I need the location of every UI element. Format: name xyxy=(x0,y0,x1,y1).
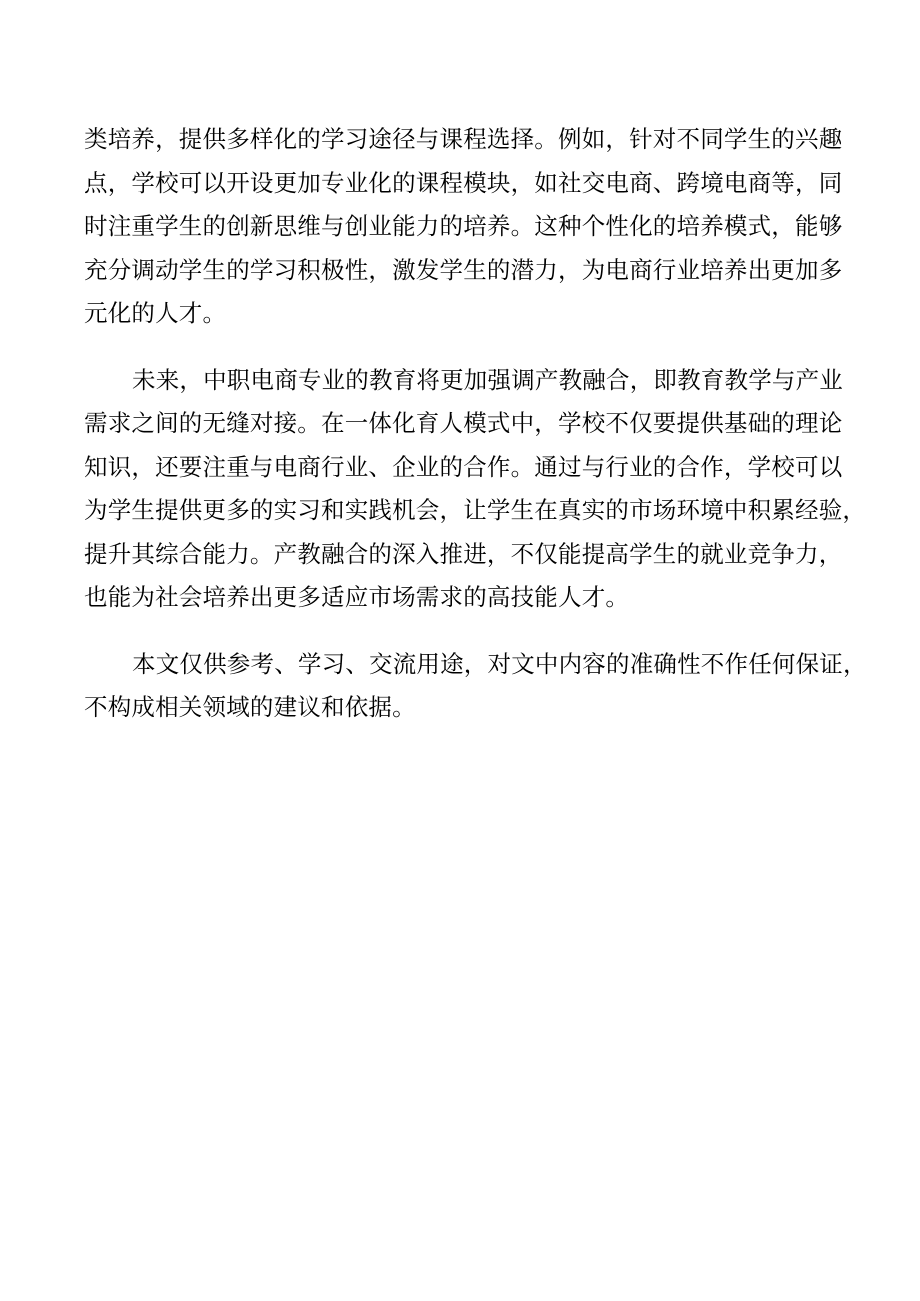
paragraph-line: 本文仅供参考、学习、交流用途，对文中内容的准确性不作任何保证， xyxy=(132,649,867,678)
paragraph-line: 元化的人才。 xyxy=(84,299,227,327)
paragraph-line: 需求之间的无缝对接。在一体化育人模式中，学校不仅要提供基础的理论 xyxy=(84,409,843,437)
paragraph-line: 为学生提供更多的实习和实践机会，让学生在真实的市场环境中积累经验， xyxy=(84,496,867,524)
paragraph-line: 点，学校可以开设更加专业化的课程模块，如社交电商、跨境电商等，同 xyxy=(84,168,843,197)
paragraph-line: 提升其综合能力。产教融合的深入推进，不仅能提高学生的就业竞争力， xyxy=(84,539,843,568)
paragraph-line: 时注重学生的创新思维与创业能力的培养。这种个性化的培养模式，能够 xyxy=(84,212,843,240)
paragraph-line: 也能为社会培养出更多适应市场需求的高技能人才。 xyxy=(84,583,630,611)
paragraph-line: 知识，还要注重与电商行业、企业的合作。通过与行业的合作，学校可以 xyxy=(84,452,843,481)
paragraph-line: 未来，中职电商专业的教育将更加强调产教融合，即教育教学与产业 xyxy=(132,365,843,394)
paragraph-3 xyxy=(84,643,867,730)
paragraph-2 xyxy=(84,359,867,620)
paragraph-line: 类培养，提供多样化的学习途径与课程选择。例如，针对不同学生的兴趣 xyxy=(84,125,843,153)
paragraph-line: 不构成相关领域的建议和依据。 xyxy=(84,693,416,721)
document-body xyxy=(84,118,867,753)
paragraph-1 xyxy=(84,118,843,336)
paragraph-line: 充分调动学生的学习积极性，激发学生的潜力，为电商行业培养出更加多 xyxy=(84,255,843,284)
